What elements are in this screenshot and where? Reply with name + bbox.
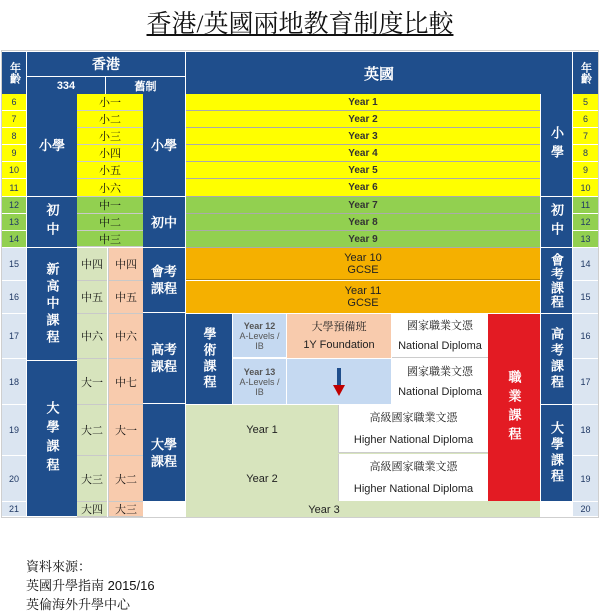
hk-old-stage-cert [143,248,185,312]
uk-nd-cell-2 [392,359,488,404]
uk-uni-year2 [186,456,338,501]
age-right-cell: 6 [573,111,598,128]
hk-334-header [27,77,105,94]
hk-stage-uni-label: 大學課程 [44,400,60,477]
hk-old-stage-primary-label: 小學 [150,137,177,153]
age-left-cell: 10 [2,162,26,179]
uk-year11-cell [186,281,540,313]
age-right-cell: 17 [573,359,598,405]
hk-old-grade-cell: 中七 [108,359,143,405]
hk-old-grade-cell: 中五 [108,281,143,314]
hk-old-stage-junior-label: 初中 [150,214,177,230]
hk-334-grade-cell: 小二 [77,111,143,128]
uk-year12-alevels: A-Levels / IB [239,330,280,351]
hk-header-label: 香港 [92,56,120,72]
hk-old-header [106,77,185,94]
hk-334-grade-cell: 中三 [77,231,143,247]
uk-foundation-en: 1Y Foundation [303,339,375,351]
age-right-cell: 12 [573,214,598,231]
source-centre: 英倫海外升學中心 [26,597,131,612]
uk-academic-label-cell [186,314,232,404]
age-header-left [2,52,26,94]
uk-uni-year1 [186,405,338,455]
uk-stage-gcse [541,248,572,313]
age-left-cell: 13 [2,214,26,231]
uk-year11-label: Year 11 [344,285,382,297]
hk-old-stage-uni-label: 大學課程 [150,436,177,469]
uk-hnd-zh-2: 高級國家職業文憑 [369,460,458,473]
uk-stage-gcse-label: 會考課程 [549,252,564,309]
uk-year-cell: Year 9 [186,231,540,248]
hk-old-grade-cell: 大二 [108,456,143,502]
hk-stage-nss-label: 新高中課程 [44,261,60,347]
uk-year-cell: Year 6 [186,179,540,197]
age-right-cell: 14 [573,248,598,281]
uk-academic-label: 學術課程 [201,327,217,391]
uk-hnd-en-1: Higher National Diploma [353,433,474,446]
age-right-cell: 19 [573,456,598,502]
page-title: 香港/英國兩地教育制度比較 [146,11,454,38]
age-left-cell: 6 [2,94,26,111]
uk-uni-year3 [186,502,462,517]
uk-year13-label: Year 13 [243,366,276,377]
hk-334-grade-cell: 中二 [77,214,143,231]
hk-334-grade-cell: 中五 [77,281,107,314]
hk-334-label: 334 [56,79,76,92]
age-right-cell: 18 [573,405,598,456]
age-left-cell: 9 [2,145,26,162]
age-right-cell: 10 [573,179,598,197]
age-left-cell: 16 [2,281,26,314]
uk-year-cell: Year 3 [186,128,540,145]
hk-334-grade-cell: 大二 [77,405,107,456]
hk-old-grade-cell: 大三 [108,502,143,517]
age-right-cell: 7 [573,128,598,145]
uk-hnd-en-2: Higher National Diploma [353,482,474,495]
hk-old-grade-cell: 大一 [108,405,143,456]
age-right-cell: 13 [573,231,598,248]
uk-year-cell: Year 1 [186,94,540,111]
uk-hnd-cell-2 [338,454,488,501]
hk-334-grade-cell: 中六 [77,314,107,359]
age-right-cell: 5 [573,94,598,111]
hk-old-stage-alevel-label: 高考課程 [150,342,177,374]
uk-year-cell: Year 8 [186,214,540,231]
uk-year12-label: Year 12 [243,320,276,331]
uk-stage-alevel-label: 高考課程 [549,327,564,391]
age-header-left-label: 年齡 [8,62,21,84]
age-right-cell: 15 [573,281,598,314]
age-right-cell: 11 [573,197,598,214]
uk-year-cell: Year 2 [186,111,540,128]
uk-nd-cell-1 [392,314,488,358]
age-left-cell: 12 [2,197,26,214]
uk-uni-year2-label: Year 2 [246,472,278,485]
hk-334-grade-cell: 小六 [77,179,143,197]
hk-334-grade-cell: 中一 [77,197,143,214]
hk-old-stage-alevel [143,313,185,403]
uk-year-cell: Year 7 [186,197,540,214]
arrow-down-icon [333,368,345,396]
uk-stage-primary [541,94,572,196]
uk-year13-alevels: A-Levels / IB [239,376,280,397]
hk-334-grade-cell: 大三 [77,456,107,502]
uk-nd-zh-2: 國家職業文憑 [407,365,473,378]
hk-stage-junior-label: 初中 [44,203,60,241]
uk-stage-junior [541,197,572,247]
uk-year10-label: Year 10 [344,251,382,264]
age-left-cell: 20 [2,456,26,502]
age-left-cell: 19 [2,405,26,456]
age-left-cell: 11 [2,179,26,197]
uk-header-label: 英國 [363,65,394,83]
age-right-cell: 20 [573,502,598,517]
age-left-cell: 8 [2,128,26,145]
uk-hnd-zh-1: 高級國家職業文憑 [369,411,458,424]
uk-uni-year3-label: Year 3 [308,503,340,516]
age-left-cell: 14 [2,231,26,248]
uk-foundation-zh: 大學預備班 [311,321,367,333]
hk-334-grade-cell: 小三 [77,128,143,145]
age-left-cell: 21 [2,502,26,517]
uk-header [186,52,572,94]
source-label: 資料來源： [26,559,92,574]
age-right-cell: 16 [573,314,598,359]
uk-vocational-label: 職業課程 [506,369,522,446]
uk-year10-cell [186,248,540,280]
uk-stage-junior-label: 初中 [549,203,564,241]
hk-stage-uni [27,361,77,516]
uk-year12-cell [233,314,286,358]
uk-stage-primary-label: 小學 [549,126,564,164]
hk-334-grade-cell: 小五 [77,162,143,179]
hk-334-grade-cell: 小一 [77,94,143,111]
age-left-cell: 18 [2,359,26,405]
hk-old-stage-junior [143,197,185,247]
hk-old-stage-uni [143,404,185,501]
uk-year11-gcse-label: GCSE [347,297,379,309]
hk-334-grade-cell: 中四 [77,248,107,281]
uk-stage-uni-label: 大學課程 [549,421,564,485]
uk-hnd-cell-1 [338,405,488,453]
uk-year-cell: Year 5 [186,162,540,179]
uk-uni-year1-label: Year 1 [246,424,278,436]
age-header-right-label: 年齡 [579,62,592,84]
age-left-cell: 15 [2,248,26,281]
uk-foundation-cell [287,314,391,358]
hk-stage-primary [27,94,77,196]
uk-vocational-cell [488,314,540,501]
hk-old-grade-cell: 中六 [108,314,143,359]
uk-stage-alevel [541,314,572,404]
source-guide: 英國升學指南 2015/16 [26,578,155,593]
age-header-right [573,52,598,94]
hk-old-label: 舊制 [134,80,157,93]
hk-334-grade-cell: 大四 [77,502,107,517]
age-left-cell: 17 [2,314,26,359]
age-right-cell: 8 [573,145,598,162]
uk-stage-uni [541,405,572,501]
hk-stage-nss [27,248,77,360]
hk-header [27,52,185,76]
uk-year10-gcse-label: GCSE [347,263,379,276]
age-left-cell: 7 [2,111,26,128]
uk-nd-zh-1: 國家職業文憑 [407,319,473,332]
age-right-cell: 9 [573,162,598,179]
uk-year13-cell [233,359,286,404]
uk-nd-en-2: National Diploma [398,385,482,398]
hk-old-stage-primary [143,94,185,196]
hk-334-grade-cell: 小四 [77,145,143,162]
hk-old-stage-cert-label: 會考課程 [150,264,177,296]
hk-stage-junior [27,197,77,247]
hk-stage-primary-label: 小學 [38,137,65,153]
hk-old-grade-cell: 中四 [108,248,143,281]
hk-old-blank-21 [143,501,185,517]
uk-foundation-arrow-cell [287,359,391,404]
uk-nd-en-1: National Diploma [398,339,482,352]
hk-334-grade-cell: 大一 [77,359,107,405]
uk-year-cell: Year 4 [186,145,540,162]
